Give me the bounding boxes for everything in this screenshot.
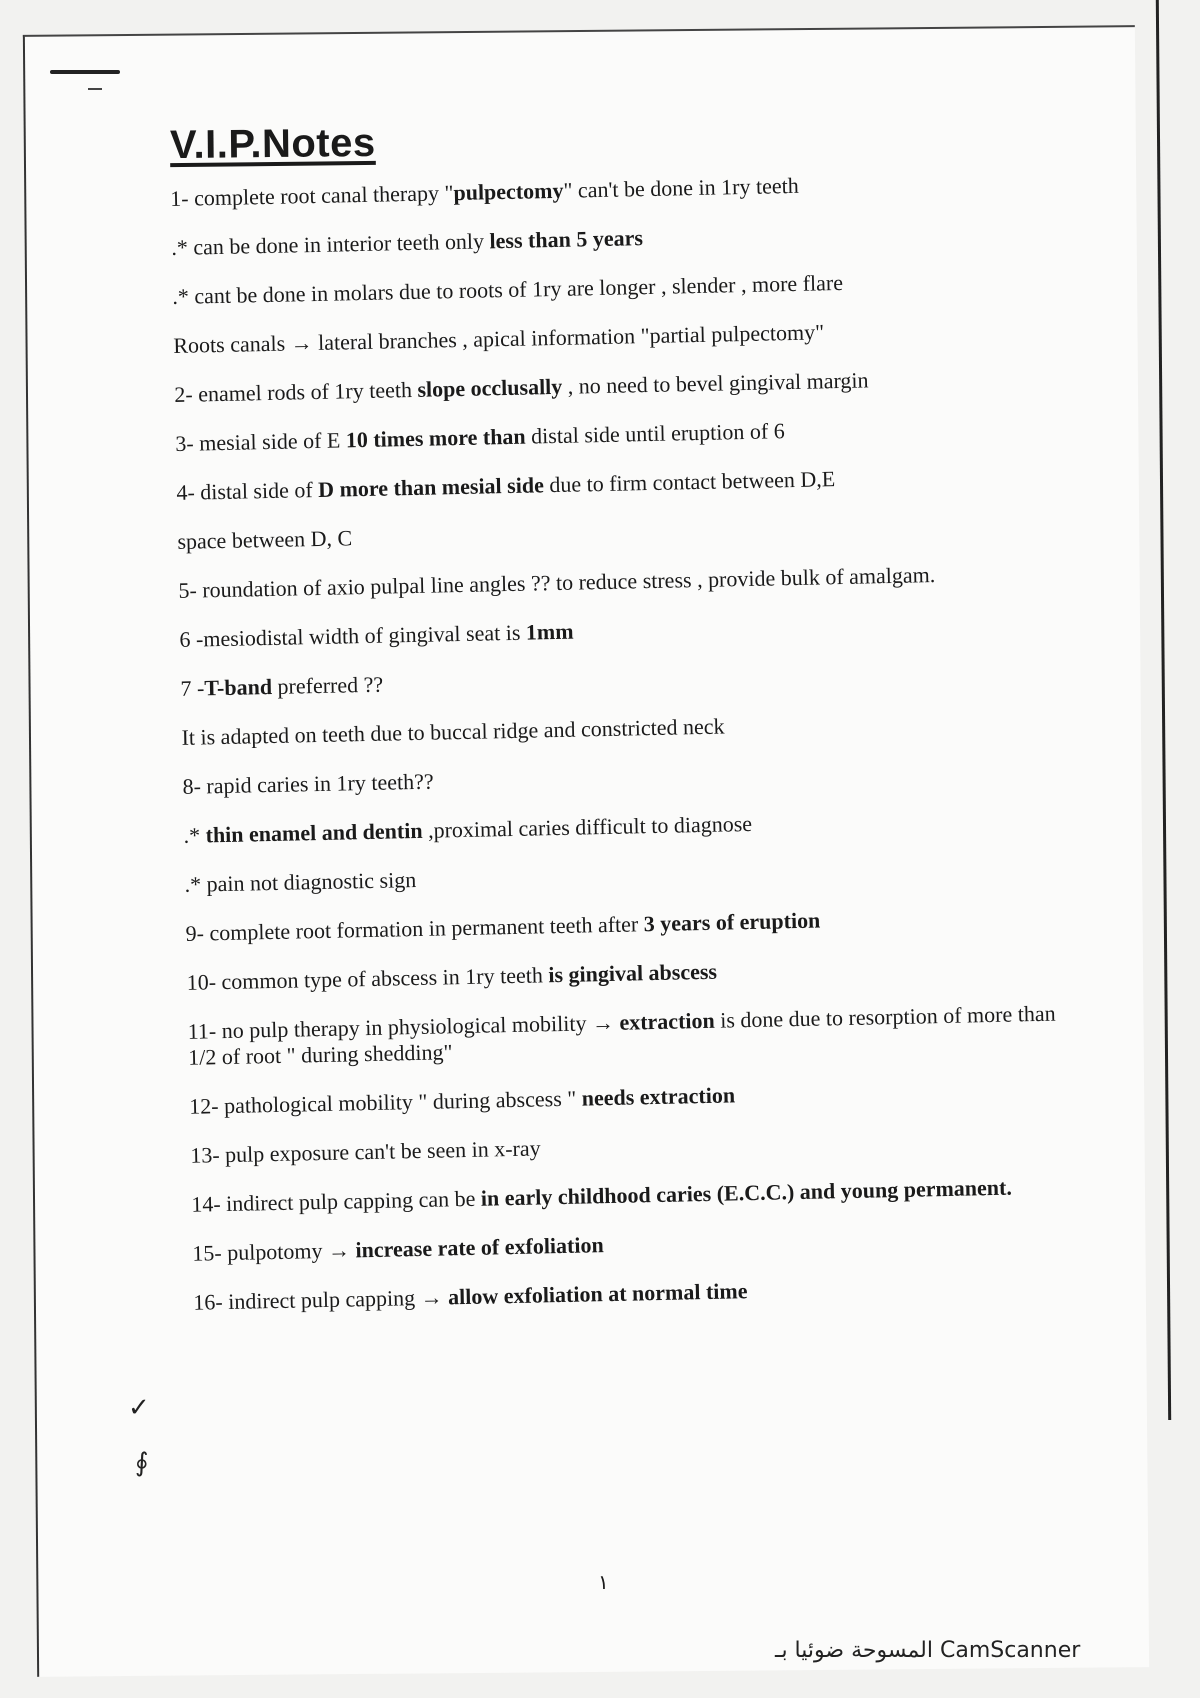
note-line	[177, 510, 1057, 554]
note-bold-text: less than 5 years	[489, 225, 644, 254]
note-text: preferred ??	[271, 671, 384, 699]
note-line	[193, 1271, 1073, 1315]
note-text: is done due to resorption of more than 1/2 of root " during shedding"	[187, 1000, 1056, 1070]
notes-body	[170, 168, 1074, 1339]
handwritten-check-icon: ✓	[128, 1393, 150, 1423]
note-text: .* can be done in interior teeth only	[171, 228, 490, 260]
note-bold-text: extraction	[619, 1007, 715, 1035]
note-bold-text: needs extraction	[581, 1082, 736, 1111]
note-text: 12- pathological mobility " during abscess "	[189, 1085, 582, 1119]
note-bold-text: 10 times more than	[345, 423, 526, 453]
note-text: 14- indirect pulp capping can be	[191, 1185, 482, 1217]
note-line	[180, 657, 1060, 701]
note-bold-text: in early childhood caries (E.C.C.) and young permanent.	[480, 1174, 1013, 1211]
note-text: 7 -	[180, 675, 205, 701]
note-line	[190, 1124, 1070, 1168]
note-text: 9- complete root formation in permanent teeth after	[185, 911, 644, 946]
note-bold-text: thin enamel and dentin	[205, 817, 423, 848]
note-line	[189, 1075, 1069, 1119]
note-line	[175, 413, 1055, 457]
note-text: .* pain not diagnostic sign	[184, 866, 417, 897]
note-line	[178, 559, 1058, 603]
note-text: 13- pulp exposure can't be seen in x-ray	[190, 1135, 541, 1168]
note-bold-text: T-band	[204, 673, 273, 701]
pen-mark-small	[88, 88, 102, 90]
note-line	[171, 217, 1051, 261]
note-line	[173, 315, 1053, 359]
page-edge	[1156, 0, 1171, 1420]
note-text: 4- distal side of	[176, 476, 319, 505]
note-text: Roots canals → lateral branches , apical information "partial pulpectomy"	[173, 319, 825, 358]
note-line	[191, 1173, 1071, 1217]
note-line	[179, 608, 1059, 652]
note-line	[187, 1000, 1068, 1070]
note-text: space between D, C	[177, 525, 353, 554]
note-line	[174, 364, 1054, 408]
note-bold-text: 1mm	[525, 618, 574, 645]
note-bold-text: slope occlusally	[417, 373, 563, 402]
note-line	[185, 902, 1065, 946]
handwritten-mark-icon: ∮	[135, 1448, 149, 1478]
note-text: .* cant be done in molars due to roots of 1ry are longer , slender , more flare	[172, 269, 844, 309]
note-text: 1- complete root canal therapy "	[170, 180, 454, 211]
note-text: 2- enamel rods of 1ry teeth	[174, 376, 418, 407]
note-line	[192, 1222, 1072, 1266]
note-line	[182, 755, 1062, 799]
note-line	[176, 462, 1056, 506]
note-text: 5- roundation of axio pulpal line angles ?? to reduce stress , provide bulk of amalgam.	[178, 562, 936, 603]
note-line	[184, 853, 1064, 897]
note-bold-text: pulpectomy	[453, 177, 564, 206]
note-text: .*	[183, 822, 206, 848]
note-line	[183, 804, 1063, 848]
note-bold-text: allow exfoliation at normal time	[447, 1278, 748, 1310]
note-bold-text: increase rate of exfoliation	[355, 1232, 604, 1263]
scanner-footer: المسوحة ضوئيا بـ CamScanner	[775, 1638, 1081, 1663]
note-text: It is adapted on teeth due to buccal ridge and constricted neck	[181, 713, 725, 750]
note-text: 8- rapid caries in 1ry teeth??	[182, 768, 434, 799]
note-text: " can't be done in 1ry teeth	[563, 172, 799, 203]
note-text: distal side until eruption of 6	[525, 418, 785, 449]
note-bold-text: D more than mesial side	[317, 472, 545, 502]
note-text: 15- pulpotomy →	[192, 1237, 356, 1266]
note-bold-text: is gingival abscess	[548, 958, 718, 988]
note-text: , no need to bevel gingival margin	[562, 367, 869, 399]
note-text: due to firm contact between D,E	[543, 466, 836, 498]
note-text: 11- no pulp therapy in physiological mobility →	[187, 1009, 620, 1044]
note-text: ,proximal caries difficult to diagnose	[422, 810, 753, 843]
note-line	[172, 266, 1052, 310]
note-text: 10- common type of abscess in 1ry teeth	[186, 962, 549, 995]
note-line	[186, 951, 1066, 995]
note-text: 16- indirect pulp capping →	[193, 1284, 449, 1315]
note-bold-text: 3 years of eruption	[643, 907, 821, 937]
note-text: 3- mesial side of E	[175, 427, 347, 456]
pen-mark	[50, 70, 120, 74]
note-text: 6 -mesiodistal width of gingival seat is	[179, 619, 527, 652]
page-number: ١	[598, 1572, 609, 1594]
note-line	[181, 706, 1061, 750]
page-title: V.I.P.Notes	[169, 120, 376, 168]
